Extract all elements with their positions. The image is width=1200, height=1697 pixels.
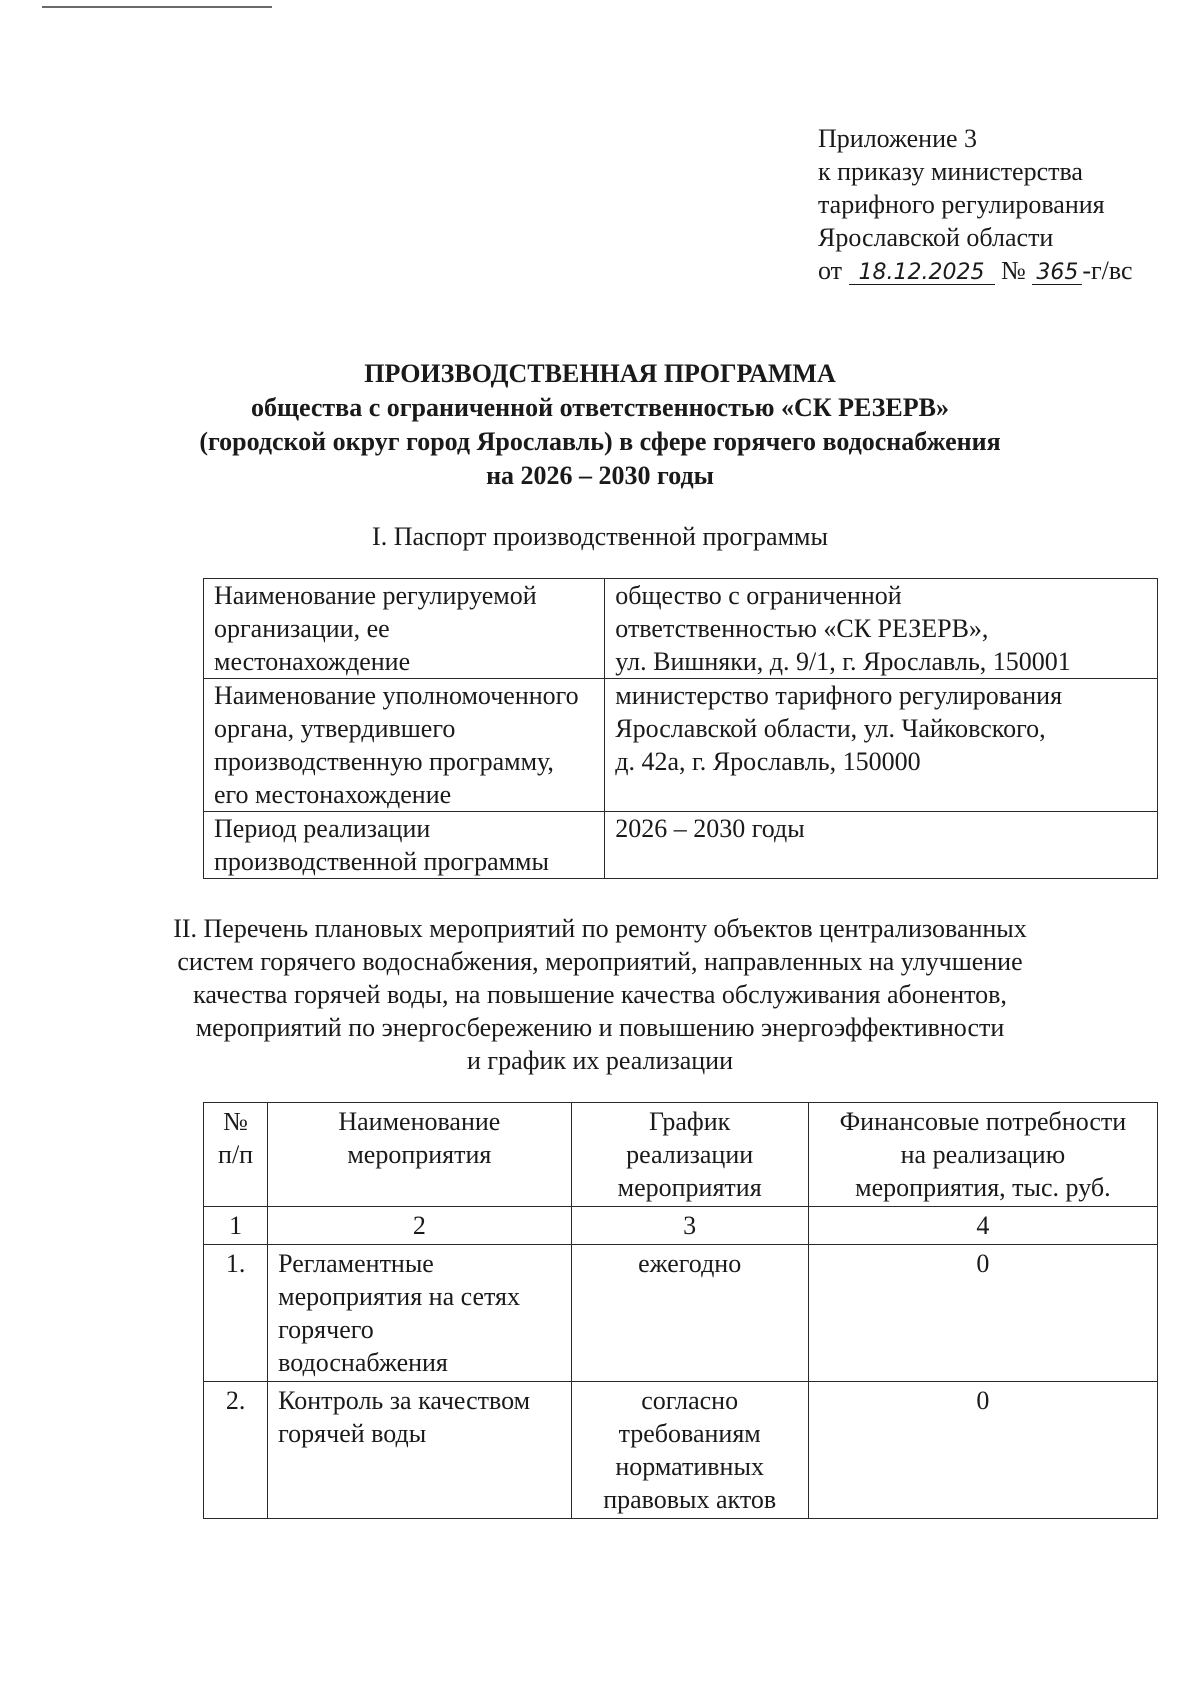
event-name-line: горячего: [278, 1315, 374, 1344]
column-header-line: График: [648, 1107, 731, 1136]
section2-title: [0, 912, 1200, 1077]
column-header: [204, 1103, 268, 1207]
passport-label-line: Наименование уполномоченного: [214, 681, 579, 710]
section2-title-line: систем горячего водоснабжения, мероприятий, направленных на улучшение: [177, 947, 1023, 976]
column-number: [204, 1207, 268, 1245]
appendix-line: Приложение 3: [818, 124, 978, 153]
event-name: [268, 1382, 571, 1519]
column-number: [571, 1207, 808, 1245]
event-name-line: водоснабжения: [278, 1348, 448, 1377]
event-cost-line: 0: [976, 1386, 990, 1415]
passport-label-line: производственной программы: [214, 847, 549, 876]
passport-label-line: его местонахождение: [214, 780, 452, 809]
column-number-line: 4: [976, 1211, 990, 1240]
title-line: на 2026 – 2030 годы: [486, 461, 714, 490]
appendix-line: к приказу министерства: [818, 157, 1083, 186]
event-schedule: [571, 1245, 808, 1382]
table-row: [204, 812, 1158, 879]
column-number: [808, 1207, 1157, 1245]
passport-value-line: общество с ограниченной: [615, 581, 902, 610]
column-header: [268, 1103, 571, 1207]
handwritten-number: 365: [1032, 262, 1082, 285]
event-schedule-line: требованиям: [618, 1419, 761, 1448]
order-suffix: -г/вс: [1082, 256, 1133, 285]
passport-value-line: ул. Вишняки, д. 9/1, г. Ярославль, 150001: [615, 647, 1071, 676]
passport-value-line: Ярославской области, ул. Чайковского,: [615, 714, 1046, 743]
passport-value: [605, 812, 1158, 879]
column-number-row: [204, 1207, 1158, 1245]
passport-label-line: местонахождение: [214, 647, 411, 676]
passport-value-line: ответственностью «СК РЕЗЕРВ»,: [615, 614, 989, 643]
passport-label: [204, 812, 605, 879]
number-sign: №: [1001, 256, 1026, 285]
title-line: общества с ограниченной ответственностью «СК РЕЗЕРВ»: [251, 393, 949, 422]
event-schedule-line: согласно: [641, 1386, 739, 1415]
column-number-line: 1: [229, 1211, 243, 1240]
event-cost: [808, 1245, 1157, 1382]
event-name-line: горячей воды: [278, 1419, 427, 1448]
table-row: [204, 579, 1158, 679]
column-header-line: Финансовые потребности: [839, 1107, 1127, 1136]
event-cost: [808, 1382, 1157, 1519]
passport-value-line: д. 42а, г. Ярославль, 150000: [615, 747, 921, 776]
table-row: [204, 1245, 1158, 1382]
event-name-line: Контроль за качеством: [278, 1386, 531, 1415]
appendix-block: [818, 122, 1133, 287]
row-number: [204, 1382, 268, 1519]
section2-title-line: и график их реализации: [467, 1046, 733, 1075]
column-header-line: №: [223, 1107, 248, 1136]
header-row: [204, 1103, 1158, 1207]
passport-label: [204, 579, 605, 679]
event-schedule-line: нормативных: [615, 1452, 764, 1481]
table-row: [204, 1382, 1158, 1519]
event-name-line: мероприятия на сетях: [278, 1282, 520, 1311]
column-header-line: Наименование: [338, 1107, 501, 1136]
passport-table: [203, 578, 1158, 879]
column-header-line: на реализацию: [900, 1140, 1066, 1169]
appendix-from: от: [818, 256, 843, 285]
passport-value-line: министерство тарифного регулирования: [615, 681, 1063, 710]
passport-value: [605, 679, 1158, 812]
passport-label-line: Период реализации: [214, 814, 431, 843]
row-number-line: 2.: [225, 1386, 246, 1415]
passport-value: [605, 579, 1158, 679]
table-row: [204, 679, 1158, 812]
event-schedule-line: правовых актов: [603, 1485, 777, 1514]
column-header: [571, 1103, 808, 1207]
passport-value-line: 2026 – 2030 годы: [615, 814, 805, 843]
passport-label-line: организации, ее: [214, 614, 390, 643]
document-title: [0, 357, 1200, 493]
event-name: [268, 1245, 571, 1382]
section2-title-line: качества горячей воды, на повышение качества обслуживания абонентов,: [193, 980, 1007, 1009]
row-number: [204, 1245, 268, 1382]
title-line: ПРОИЗВОДСТВЕННАЯ ПРОГРАММА: [364, 359, 836, 388]
title-line: (городской округ город Ярославль) в сфере горячего водоснабжения: [199, 427, 1001, 456]
passport-label: [204, 679, 605, 812]
events-table: [203, 1102, 1158, 1519]
section2-title-line: II. Перечень плановых мероприятий по ремонту объектов централизованных: [173, 914, 1027, 943]
passport-label-line: производственную программу,: [214, 747, 554, 776]
passport-label-line: органа, утвердившего: [214, 714, 456, 743]
handwritten-date: 18.12.2025: [849, 262, 995, 285]
column-number: [268, 1207, 571, 1245]
column-number-line: 3: [683, 1211, 697, 1240]
column-header-line: мероприятия, тыс. руб.: [855, 1173, 1111, 1202]
column-number-line: 2: [412, 1211, 426, 1240]
event-schedule: [571, 1382, 808, 1519]
column-header-line: реализации: [626, 1140, 754, 1169]
column-header: [808, 1103, 1157, 1207]
passport-label-line: Наименование регулируемой: [214, 581, 537, 610]
appendix-line: Ярославской области: [818, 223, 1054, 252]
event-name-line: Регламентные: [278, 1249, 434, 1278]
column-header-line: мероприятия: [347, 1140, 492, 1169]
event-cost-line: 0: [976, 1249, 990, 1278]
scan-artifact-line: [42, 6, 272, 8]
appendix-date-line: [818, 254, 1133, 287]
row-number-line: 1.: [225, 1249, 246, 1278]
section1-title: I. Паспорт производственной программы: [372, 522, 828, 551]
section2-title-line: мероприятий по энергосбережению и повышению энергоэффективности: [195, 1013, 1005, 1042]
column-header-line: п/п: [218, 1140, 254, 1169]
appendix-line: тарифного регулирования: [818, 190, 1105, 219]
column-header-line: мероприятия: [617, 1173, 762, 1202]
event-schedule-line: ежегодно: [638, 1249, 742, 1278]
